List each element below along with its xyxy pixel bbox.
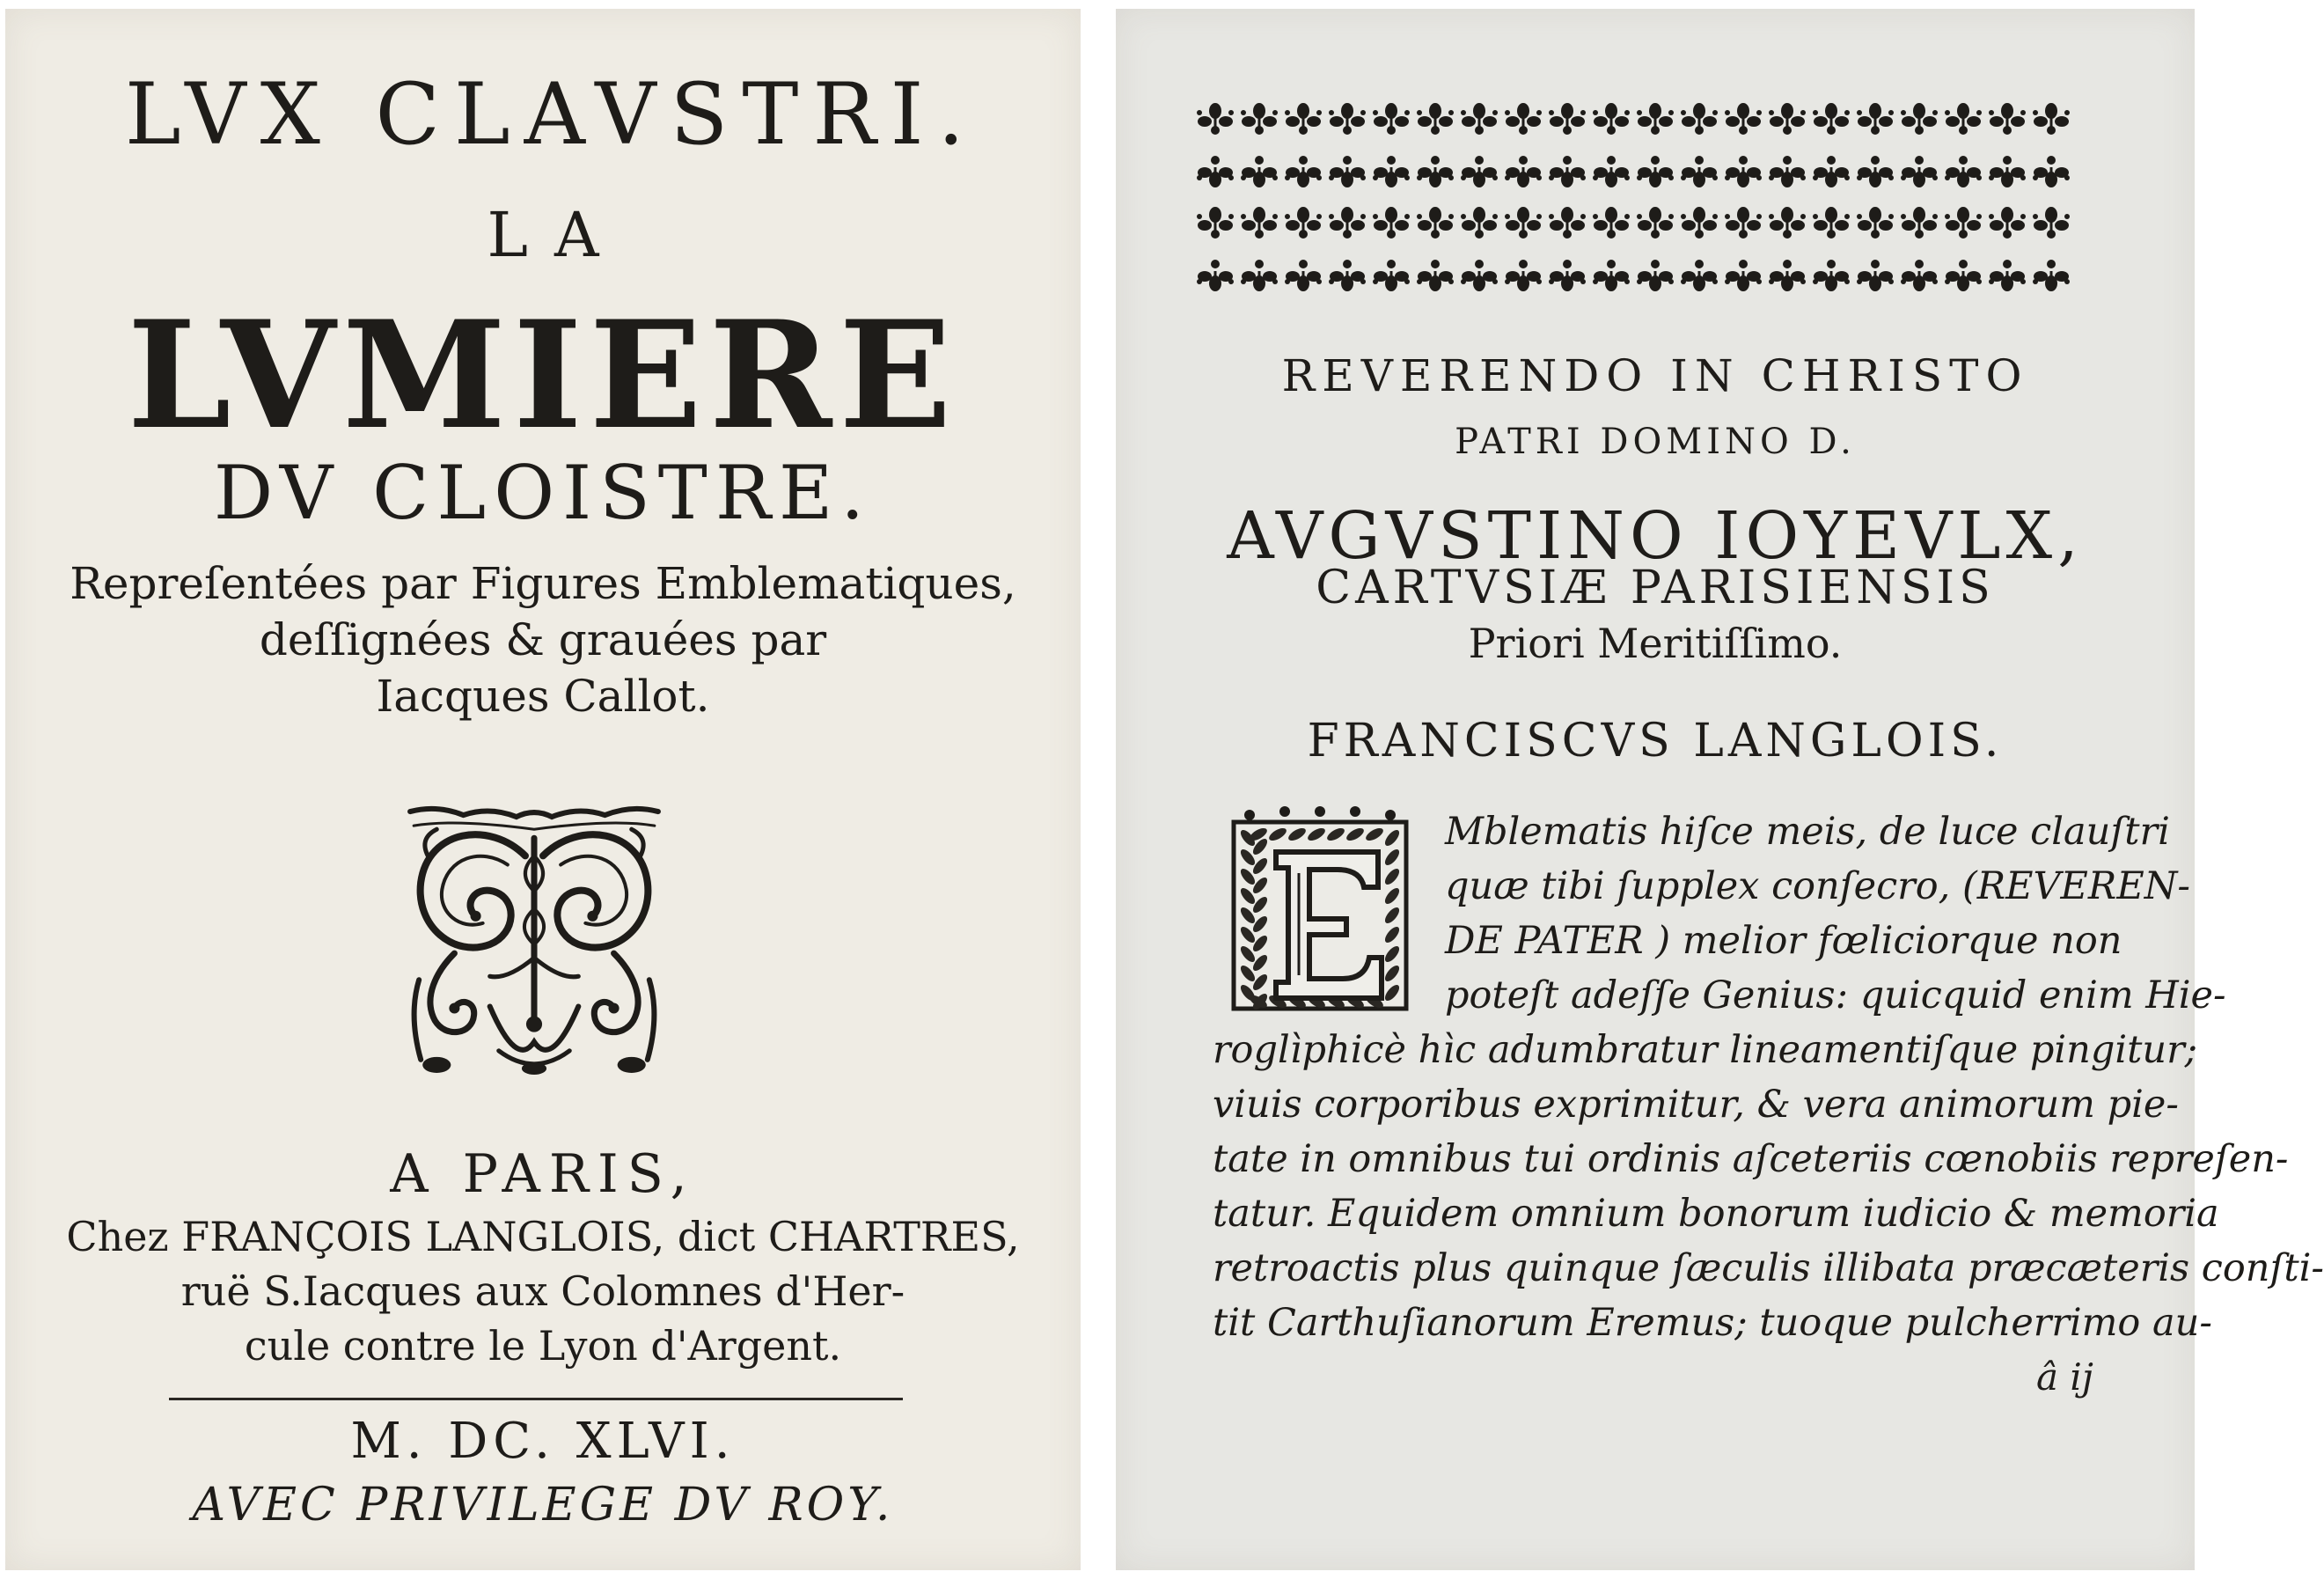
fleuron-ornament: [1241, 260, 1278, 291]
imprint-place: A PARIS,: [390, 1143, 696, 1205]
fleuron-ornament: [1197, 207, 1234, 239]
fleuron-ornament: [1681, 260, 1718, 291]
fleuron-ornament: [1593, 156, 1630, 187]
fleuron-ornament: [1373, 207, 1410, 239]
fleuron-ornament: [1461, 156, 1498, 187]
fleuron-ornament: [1989, 103, 2026, 135]
fleuron-ornament: [1417, 156, 1454, 187]
horizontal-rule: [169, 1398, 903, 1400]
fleuron-ornament: [2033, 260, 2070, 291]
fleuron-ornament: [1505, 260, 1542, 291]
fleuron-headpiece: [1193, 100, 2073, 305]
dedication-line: PATRI DOMINO D.: [1455, 422, 1856, 462]
fleuron-ornament: [1637, 103, 1674, 135]
body-text-line: tatur. Equidem omnium bonorum iudicio & memoria: [1213, 1192, 2219, 1236]
fleuron-ornament: [1769, 156, 1806, 187]
signature-mark: â ij: [2036, 1355, 2093, 1399]
fleuron-ornament: [1901, 207, 1938, 239]
fleuron-ornament: [1769, 260, 1806, 291]
title-lux-claustri: LVX CLAVSTRI.: [124, 65, 979, 164]
fleuron-ornament: [1329, 103, 1366, 135]
fleuron-ornament: [1725, 207, 1762, 239]
fleuron-ornament: [1945, 103, 1982, 135]
fleuron-ornament: [1989, 156, 2026, 187]
fleuron-ornament: [1725, 156, 1762, 187]
fleuron-ornament: [1857, 260, 1894, 291]
fleuron-ornament: [1197, 103, 1234, 135]
fleuron-ornament: [1417, 103, 1454, 135]
fleuron-ornament: [1813, 260, 1850, 291]
fleuron-ornament: [1637, 207, 1674, 239]
fleuron-ornament: [1285, 156, 1322, 187]
body-text-line: roglìphicè hìc adumbratur lineamentiſque pingitur;: [1213, 1028, 2198, 1072]
fleuron-ornament: [1989, 207, 2026, 239]
fleuron-ornament: [1901, 103, 1938, 135]
fleuron-ornament: [1197, 156, 1234, 187]
fleuron-ornament: [1549, 207, 1586, 239]
body-text-line: DE PATER ) melior fœliciorque non: [1445, 919, 2122, 963]
fleuron-ornament: [1285, 207, 1322, 239]
imprint-privilege: AVEC PRIVILEGE DV ROY.: [192, 1479, 894, 1531]
dedication-line: CARTVSIÆ PARISIENSIS: [1316, 562, 1995, 614]
fleuron-ornament: [1593, 260, 1630, 291]
fleuron-ornament: [1505, 103, 1542, 135]
fleuron-ornament: [1637, 156, 1674, 187]
fleuron-ornament: [1769, 207, 1806, 239]
fleuron-ornament: [1593, 103, 1630, 135]
fleuron-ornament: [1417, 260, 1454, 291]
dedication-line: Priori Meritiſſimo.: [1468, 620, 1843, 667]
fleuron-ornament: [1461, 103, 1498, 135]
fleuron-ornament: [1505, 207, 1542, 239]
fleuron-ornament: [1197, 260, 1234, 291]
subtitle-line: Repreſentées par Figures Emblematiques,: [70, 558, 1016, 609]
fleuron-ornament: [1901, 260, 1938, 291]
fleuron-ornament: [1857, 103, 1894, 135]
fleuron-ornament: [1241, 103, 1278, 135]
dedication-line: REVERENDO IN CHRISTO: [1281, 350, 2029, 401]
fleuron-ornament: [1549, 260, 1586, 291]
body-text-line: retroactis plus quinque ſæculis illibata præcæteris conſti-: [1213, 1246, 2324, 1290]
fleuron-ornament: [1285, 103, 1322, 135]
body-text-line: viuis corporibus exprimitur, & vera animorum pie-: [1213, 1083, 2179, 1127]
body-text-line: tate in omnibus tui ordinis aſceteriis cœnobiis repreſen-: [1213, 1137, 2289, 1181]
fleuron-ornament: [1725, 260, 1762, 291]
fleuron-ornament: [1945, 260, 1982, 291]
fleuron-ornament: [1681, 207, 1718, 239]
body-text-line: tit Carthuſianorum Eremus; tuoque pulcherrimo au-: [1213, 1301, 2212, 1345]
fleuron-ornament: [1549, 156, 1586, 187]
fleuron-ornament: [1681, 103, 1718, 135]
dedication-name: AVGVSTINO IOYEVLX,: [1227, 498, 2084, 574]
fleuron-ornament: [1813, 207, 1850, 239]
imprint-publisher-line: cule contre le Lyon d'Argent.: [244, 1322, 842, 1370]
fleuron-ornament: [1857, 207, 1894, 239]
imprint-year: M. DC. XLVI.: [350, 1413, 736, 1470]
fleuron-ornament: [1241, 207, 1278, 239]
fleuron-ornament: [1813, 103, 1850, 135]
fleuron-ornament: [2033, 156, 2070, 187]
title-lumiere: LVMIERE: [127, 288, 959, 462]
fleuron-ornament: [1505, 156, 1542, 187]
body-text-line: quæ tibi ſupplex conſecro, (REVEREN-: [1445, 864, 2190, 908]
subtitle-line: deſſignées & grauées par: [259, 614, 827, 665]
fleuron-ornament: [1857, 156, 1894, 187]
fleuron-ornament: [2033, 103, 2070, 135]
fleuron-ornament: [1725, 103, 1762, 135]
author-name: FRANCISCVS LANGLOIS.: [1307, 715, 2004, 767]
fleuron-ornament: [1769, 103, 1806, 135]
body-text-line: poteſt adeſſe Genius: quicquid enim Hie-: [1445, 973, 2226, 1017]
fleuron-ornament: [1813, 156, 1850, 187]
fleuron-ornament: [2033, 207, 2070, 239]
fleuron-ornament: [1945, 156, 1982, 187]
fleuron-ornament: [1901, 156, 1938, 187]
fleuron-ornament: [1593, 207, 1630, 239]
dedication-page: [1116, 9, 2324, 1570]
fleuron-ornament: [1241, 156, 1278, 187]
decorated-initial-e: [1214, 803, 1422, 1025]
fleuron-ornament: [1549, 103, 1586, 135]
fleuron-ornament: [1989, 260, 2026, 291]
title-la: LA: [487, 199, 626, 271]
title-du-cloistre: DV CLOISTRE.: [213, 450, 873, 536]
fleuron-ornament: [1637, 260, 1674, 291]
fleuron-ornament: [1329, 207, 1366, 239]
fleuron-ornament: [1461, 260, 1498, 291]
imprint-publisher-line: Chez FRANÇOIS LANGLOIS, dict CHARTRES,: [66, 1213, 1020, 1260]
printers-ornament-woodcut: [401, 803, 667, 1077]
fleuron-ornament: [1373, 260, 1410, 291]
body-text-line: Mblematis hiſce meis, de luce clauſtri: [1445, 810, 2170, 854]
fleuron-ornament: [1373, 156, 1410, 187]
fleuron-ornament: [1681, 156, 1718, 187]
subtitle-line: Iacques Callot.: [376, 671, 710, 722]
fleuron-ornament: [1945, 207, 1982, 239]
title-page: [5, 9, 1081, 1570]
fleuron-ornament: [1461, 207, 1498, 239]
fleuron-ornament: [1373, 103, 1410, 135]
fleuron-ornament: [1417, 207, 1454, 239]
fleuron-ornament: [1285, 260, 1322, 291]
fleuron-ornament: [1329, 156, 1366, 187]
fleuron-ornament: [1329, 260, 1366, 291]
imprint-publisher-line: ruë S.Iacques aux Colomnes d'Her-: [180, 1267, 905, 1315]
